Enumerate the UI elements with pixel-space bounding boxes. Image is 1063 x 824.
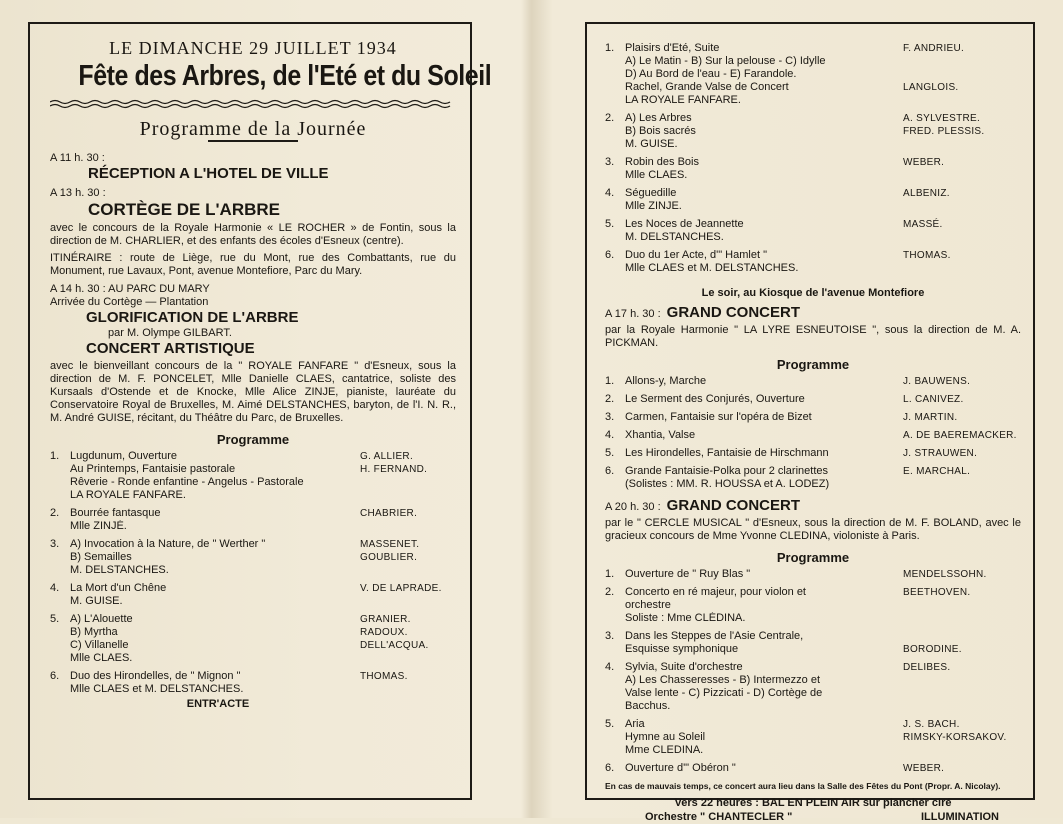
right-programme-list-2 [605, 375, 1021, 491]
programme-item [50, 595, 456, 608]
item-title: Duo du 1er Acte, d'" Hamlet " [625, 249, 767, 261]
programme-item [605, 612, 1021, 625]
concert-description: avec le bienveillant concours de la " ROYALE FANFARE " d'Esneux, sous la direction de M. F. PONCELET, Mlle Danielle CLAES, cantatrice, soliste des Kursaals d'Ostende et de Knocke, Mlle Alice ZINJE, pianiste, lauréate du Conservatoire Royal de Bruxelles, M. Aimé DELSTANCHES, baryton, de l'I. N. R., M. André GUISE, récitant, du Théâtre du Parc, de Bruxelles. [50, 360, 456, 424]
programme-item [50, 582, 456, 595]
programme-item [605, 731, 1021, 744]
item-title: Duo des Hirondelles, de " Mignon " [70, 670, 241, 682]
item-title: Ouverture de " Ruy Blas " [625, 568, 751, 580]
item-title: Esquisse symphonique [625, 643, 739, 655]
item-number: 5. [50, 613, 60, 625]
concert-20h30-description: par le " CERCLE MUSICAL " d'Esneux, sous la direction de M. F. BOLAND, avec le gracieux concours de Mme Yvonne CLEDINA, violoniste à Paris. [605, 517, 1021, 542]
item-title: Les Hirondelles, Fantaisie de Hirschmann [625, 447, 829, 459]
programme-item [605, 375, 1021, 388]
programme-item [605, 187, 1021, 200]
arrival-text: Arrivée du Cortège — Plantation [50, 296, 209, 308]
item-number: 1. [50, 450, 60, 462]
programme-item [605, 447, 1021, 460]
item-title: LA ROYALE FANFARE. [625, 94, 741, 106]
item-title: Bacchus. [625, 700, 671, 712]
right-programme-list-1 [605, 42, 1021, 275]
item-number: 5. [605, 447, 615, 459]
item-title: Séguedille [625, 187, 677, 199]
item-title: Valse lente - C) Pizzicati - D) Cortège de [625, 687, 823, 699]
item-title: Xhantia, Valse [625, 429, 696, 441]
item-title: Sylvia, Suite d'orchestre [625, 661, 743, 673]
event-concert-artistique: CONCERT ARTISTIQUE [86, 340, 255, 357]
programme-item [605, 718, 1021, 731]
item-number: 4. [605, 187, 615, 199]
item-title: Les Noces de Jeannette [625, 218, 744, 230]
programme-item [605, 744, 1021, 757]
itinerary: ITINÉRAIRE : route de Liège, rue du Mont, rue des Combattants, rue du Monument, rue Lavaux, Pont, avenue Montefiore, Parc du Mary. [50, 252, 456, 277]
programme-item [50, 463, 456, 476]
programme-item [605, 81, 1021, 94]
concert-20h30-row [605, 497, 1021, 515]
cortege-description: avec le concours de la Royale Harmonie « LE ROCHER » de Fontin, sous la direction de M. CHARLIER, et des enfants des écoles d'Esneux (centre). [50, 222, 456, 247]
item-composer: FRED. PLESSIS. [903, 126, 985, 137]
item-composer: MASSÉ. [903, 219, 943, 230]
item-title: Plaisirs d'Eté, Suite [625, 42, 720, 54]
item-composer: J. STRAUWEN. [903, 448, 978, 459]
evening-heading: Le soir, au Kiosque de l'avenue Montefiore [701, 287, 925, 299]
concert-17h30-description: par la Royale Harmonie " LA LYRE ESNEUTOISE ", sous la direction de M. A. PICKMAN. [605, 324, 1021, 349]
programme-item [50, 639, 456, 652]
item-composer: CHABRIER. [360, 508, 418, 519]
programme-item [605, 762, 1021, 775]
item-number: 5. [605, 718, 615, 730]
programme-item [605, 249, 1021, 262]
item-composer: G. ALLIER. [360, 451, 414, 462]
programme-item [605, 262, 1021, 275]
event-date: LE DIMANCHE 29 JUILLET 1934 [109, 38, 397, 58]
programme-item [50, 476, 456, 489]
item-composer: ALBENIZ. [903, 188, 950, 199]
programme-item [605, 674, 1021, 687]
item-title: Mme CLEDINA. [625, 744, 704, 756]
time-13h30: A 13 h. 30 : [50, 187, 106, 199]
programme-item [605, 231, 1021, 244]
item-composer: A. DE BAEREMACKER. [903, 430, 1017, 441]
programme-item [605, 661, 1021, 674]
programme-item [605, 465, 1021, 478]
item-composer: THOMAS. [903, 250, 951, 261]
item-composer: RIMSKY-KORSAKOV. [903, 732, 1007, 743]
programme-item [605, 700, 1021, 713]
item-title: Soliste : Mme CLÉDINA. [625, 612, 746, 624]
item-title: Mlle CLAES. [70, 652, 133, 664]
item-composer: J. MARTIN. [903, 412, 958, 423]
item-title: Dans les Steppes de l'Asie Centrale, [625, 630, 804, 642]
programme-heading: Programme de la Journée [139, 118, 367, 140]
item-title: Mlle ZINJÉ. [70, 520, 127, 532]
item-title: Aria [625, 718, 645, 730]
item-number: 6. [605, 762, 615, 774]
item-title: A) Les Chasseresses - B) Intermezzo et [625, 674, 821, 686]
item-title: M. GUISE. [70, 595, 123, 607]
item-title: A) Les Arbres [625, 112, 692, 124]
item-composer: WEBER. [903, 157, 945, 168]
programme-item [605, 68, 1021, 81]
item-title: B) Bois sacrés [625, 125, 696, 137]
grand-concert-1: GRAND CONCERT [666, 304, 800, 321]
item-title: B) Semailles [70, 551, 132, 563]
programme-item [605, 478, 1021, 491]
programme-item [50, 538, 456, 551]
item-composer: WEBER. [903, 763, 945, 774]
orchestra-name: Orchestre " CHANTECLER " [645, 811, 793, 823]
programme-item [50, 626, 456, 639]
item-title: Hymne au Soleil [625, 731, 706, 743]
item-title: LA ROYALE FANFARE. [70, 489, 186, 501]
item-title: Robin des Bois [625, 156, 699, 168]
item-composer: L. CANIVEZ. [903, 394, 964, 405]
programme-item [50, 670, 456, 683]
item-title: Allons-y, Marche [625, 375, 707, 387]
programme-item [605, 429, 1021, 442]
item-composer: MENDELSSOHN. [903, 569, 987, 580]
item-title: A) Le Matin - B) Sur la pelouse - C) Idylle [625, 55, 826, 67]
item-number: 6. [605, 249, 615, 261]
time-17h30: A 17 h. 30 : [605, 308, 661, 320]
grand-concert-2: GRAND CONCERT [666, 497, 800, 514]
programme-item [605, 94, 1021, 107]
programme-item [50, 613, 456, 626]
event-glorification: GLORIFICATION DE L'ARBRE [86, 309, 299, 326]
programme-item [50, 564, 456, 577]
time-14h30: A 14 h. 30 : AU PARC DU MARY [50, 283, 210, 295]
item-number: 6. [605, 465, 615, 477]
item-composer: BEETHOVEN. [903, 587, 971, 598]
ball-announcement: Vers 22 heures : BAL EN PLEIN AIR sur plancher ciré [674, 797, 952, 809]
item-number: 3. [605, 411, 615, 423]
item-title: Ouverture d'" Obéron " [625, 762, 736, 774]
item-title: Mlle CLAES. [625, 169, 688, 181]
item-title: Concerto en ré majeur, pour violon et [625, 586, 806, 598]
item-number: 4. [50, 582, 60, 594]
item-title: orchestre [625, 599, 671, 611]
item-number: 1. [605, 568, 615, 580]
event-cortege: CORTÈGE DE L'ARBRE [88, 200, 280, 219]
item-title: Mlle CLAES et M. DELSTANCHES. [625, 262, 799, 274]
programme-item [50, 489, 456, 502]
concert-17h30-row [605, 304, 1021, 322]
time-11h30: A 11 h. 30 : [50, 152, 105, 164]
item-number: 5. [605, 218, 615, 230]
item-composer: GOUBLIER. [360, 552, 418, 563]
programme-item [50, 683, 456, 696]
item-number: 3. [50, 538, 60, 550]
programme-item [605, 200, 1021, 213]
programme-item [605, 55, 1021, 68]
item-title: M. GUISE. [625, 138, 678, 150]
programme-item [605, 138, 1021, 151]
item-number: 3. [605, 156, 615, 168]
item-title: C) Villanelle [70, 639, 129, 651]
item-title: (Solistes : MM. R. HOUSSA et A. LODEZ) [625, 478, 830, 490]
item-composer: V. DE LAPRADE. [360, 583, 442, 594]
item-number: 3. [605, 630, 615, 642]
item-composer: BORODINE. [903, 644, 962, 655]
item-number: 4. [605, 661, 615, 673]
item-composer: A. SYLVESTRE. [903, 113, 981, 124]
left-programme-list [50, 450, 456, 696]
item-composer: RADOUX. [360, 627, 408, 638]
item-number: 2. [605, 112, 615, 124]
weather-notice: En cas de mauvais temps, ce concert aura lieu dans la Salle des Fêtes du Pont (Propr. A. Nicolay). [605, 781, 1001, 791]
item-title: Le Serment des Conjurés, Ouverture [625, 393, 805, 405]
programme-item [50, 507, 456, 520]
item-title: A) L'Alouette [70, 613, 133, 625]
item-title: B) Myrtha [70, 626, 118, 638]
item-composer: F. ANDRIEU. [903, 43, 965, 54]
entracte: ENTR'ACTE [186, 698, 250, 710]
item-title: Bourrée fantasque [70, 507, 161, 519]
item-number: 2. [50, 507, 60, 519]
item-title: Au Printemps, Fantaisie pastorale [70, 463, 236, 475]
event-title: Fête des Arbres, de l'Eté et du Soleil [78, 60, 492, 92]
item-number: 6. [50, 670, 60, 682]
programme-subheading: Programme [216, 432, 290, 447]
time-20h30: A 20 h. 30 : [605, 501, 661, 513]
programme-item [605, 156, 1021, 169]
programme-item [605, 125, 1021, 138]
wave-divider [50, 99, 454, 109]
illumination: ILLUMINATION [921, 811, 1000, 823]
glorification-by: par M. Olympe GILBART. [108, 327, 232, 339]
item-composer: J. S. BACH. [903, 719, 960, 730]
item-title: M. DELSTANCHES. [625, 231, 724, 243]
heading-underline [208, 140, 298, 142]
item-composer: H. FERNAND. [360, 464, 428, 475]
programme-item [605, 586, 1021, 599]
item-composer: GRANIER. [360, 614, 411, 625]
programme-item [605, 411, 1021, 424]
item-composer: LANGLOIS. [903, 82, 959, 93]
programme-item [605, 687, 1021, 700]
programme-item [605, 393, 1021, 406]
item-number: 2. [605, 586, 615, 598]
programme-item [605, 112, 1021, 125]
programme-item [605, 599, 1021, 612]
item-composer: THOMAS. [360, 671, 408, 682]
event-reception: RÉCEPTION A L'HOTEL DE VILLE [88, 165, 329, 182]
item-title: A) Invocation à la Nature, de " Werther " [70, 538, 266, 550]
item-title: Carmen, Fantaisie sur l'opéra de Bizet [625, 411, 812, 423]
item-composer: DELIBES. [903, 662, 951, 673]
item-composer: DELL'ACQUA. [360, 640, 429, 651]
item-title: La Mort d'un Chêne [70, 582, 167, 594]
programme-item [605, 169, 1021, 182]
item-composer: MASSENET. [360, 539, 420, 550]
programme-subheading-2: Programme [776, 357, 850, 372]
programme-item [50, 450, 456, 463]
item-title: Rêverie - Ronde enfantine - Angelus - Pastorale [70, 476, 304, 488]
item-number: 2. [605, 393, 615, 405]
programme-item [50, 551, 456, 564]
item-title: Mlle ZINJE. [625, 200, 682, 212]
programme-item [50, 652, 456, 665]
programme-item [50, 520, 456, 533]
item-title: M. DELSTANCHES. [70, 564, 169, 576]
item-title: Grande Fantaisie-Polka pour 2 clarinettes [625, 465, 828, 477]
item-number: 4. [605, 429, 615, 441]
programme-item [605, 218, 1021, 231]
right-programme-list-3 [605, 568, 1021, 775]
item-title: Lugdunum, Ouverture [70, 450, 178, 462]
item-number: 1. [605, 42, 615, 54]
item-number: 1. [605, 375, 615, 387]
item-title: D) Au Bord de l'eau - E) Farandole. [625, 68, 797, 80]
item-composer: J. BAUWENS. [903, 376, 971, 387]
programme-item [605, 568, 1021, 581]
item-title: Mlle CLAES et M. DELSTANCHES. [70, 683, 244, 695]
item-title: Rachel, Grande Valse de Concert [625, 81, 789, 93]
right-page [585, 22, 1035, 823]
left-page [28, 22, 492, 800]
item-composer: E. MARCHAL. [903, 466, 971, 477]
programme-item [605, 630, 1021, 643]
programme-subheading-3: Programme [776, 550, 850, 565]
programme-item [605, 643, 1021, 656]
programme-item [605, 42, 1021, 55]
